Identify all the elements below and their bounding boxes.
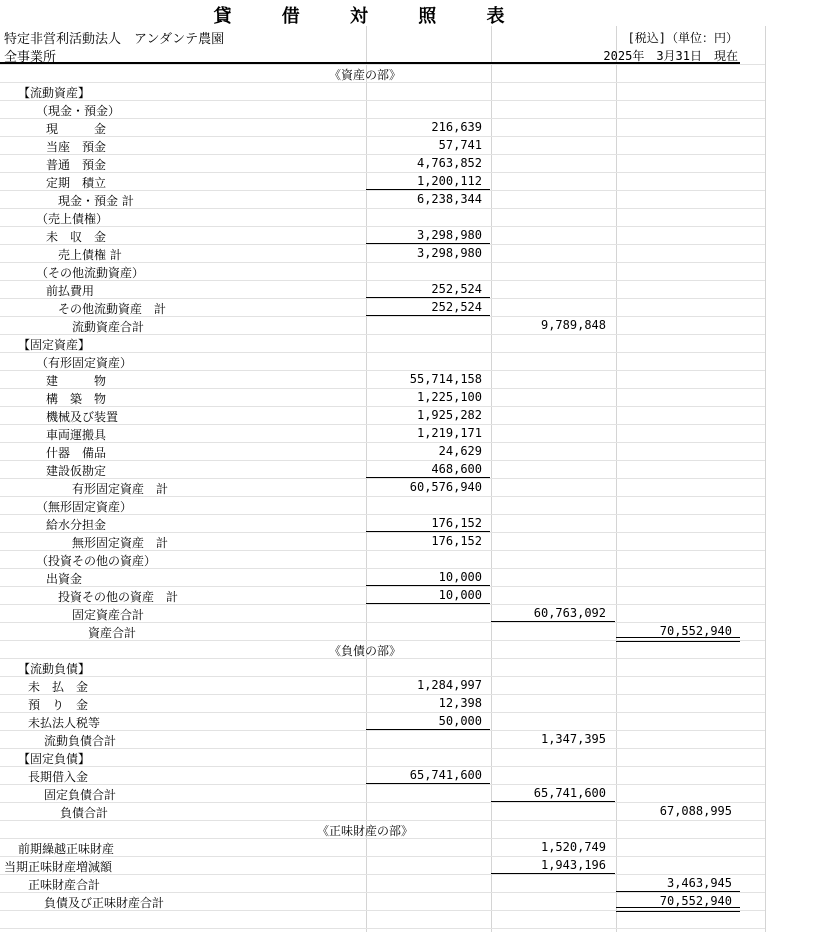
table-row (0, 334, 765, 352)
grid-row-line (0, 928, 765, 929)
account-label: 普通 預金 (46, 158, 107, 172)
section-title: 《正味財産の部》 (316, 824, 413, 838)
account-label: 投資その他の資産 計 (58, 590, 179, 604)
account-label: 預 り 金 (28, 698, 89, 712)
section-title: 《負債の部》 (328, 644, 401, 658)
table-row (0, 118, 765, 136)
total-double-underline (616, 907, 740, 912)
table-row (0, 100, 765, 118)
table-row (0, 136, 765, 154)
account-label: 【固定負債】 (18, 752, 91, 766)
table-row (0, 154, 765, 172)
section-title: 《資産の部》 (328, 68, 401, 82)
table-row (0, 82, 765, 100)
table-row (0, 190, 765, 208)
amount-c2: 252,524 (431, 300, 482, 314)
account-label: 未 収 金 (46, 230, 107, 244)
as-of-date: 2025年 3月31日 現在 (603, 49, 738, 63)
table-row (0, 838, 765, 856)
table-row (0, 280, 765, 298)
account-label: 【流動負債】 (18, 662, 91, 676)
amount-c2: 55,714,158 (409, 372, 482, 386)
amount-c2: 176,152 (431, 534, 482, 548)
table-row (0, 550, 765, 568)
amount-c2: 1,200,112 (416, 174, 482, 188)
table-row (0, 712, 765, 730)
amount-c2: 176,152 (431, 516, 482, 530)
amount-c2: 10,000 (438, 570, 482, 584)
account-label: 現 金 (46, 122, 107, 136)
grid-column-line (765, 26, 766, 932)
account-label: 前期繰越正味財産 (18, 842, 115, 856)
table-row (0, 352, 765, 370)
table-row (0, 568, 765, 586)
table-row (0, 802, 765, 820)
amount-c2: 10,000 (438, 588, 482, 602)
account-label: 出資金 (46, 572, 83, 586)
account-label: 無形固定資産 計 (72, 536, 169, 550)
account-label: 什器 備品 (46, 446, 107, 460)
table-row (0, 658, 765, 676)
section-header-row (0, 64, 765, 82)
amount-c3: 1,520,749 (540, 840, 606, 854)
amount-c2: 468,600 (431, 462, 482, 476)
account-label: 売上債権 計 (58, 248, 122, 262)
table-row (0, 766, 765, 784)
table-row (0, 478, 765, 496)
section-header-row (0, 640, 765, 658)
page-title: 貸 借 対 照 表 (213, 6, 527, 27)
table-row (0, 784, 765, 802)
account-label: （その他流動資産） (36, 266, 145, 280)
table-row (0, 856, 765, 874)
account-label: 構 築 物 (46, 392, 107, 406)
table-row (0, 316, 765, 334)
account-label: 【流動資産】 (18, 86, 91, 100)
table-row (0, 694, 765, 712)
amount-c2: 4,763,852 (416, 156, 482, 170)
account-label: その他流動資産 計 (58, 302, 167, 316)
amount-c2: 65,741,600 (409, 768, 482, 782)
account-label: （有形固定資産） (36, 356, 133, 370)
account-label: 当期正味財産増減額 (4, 860, 113, 874)
amount-c2: 3,298,980 (416, 246, 482, 260)
account-label: （売上債権） (36, 212, 109, 226)
table-row (0, 874, 765, 892)
account-label: 車両運搬具 (46, 428, 107, 442)
account-label: 固定資産合計 (72, 608, 145, 622)
account-label: 資産合計 (88, 626, 137, 640)
table-row (0, 730, 765, 748)
account-label: 長期借入金 (28, 770, 89, 784)
table-row (0, 676, 765, 694)
table-row (0, 514, 765, 532)
amount-c2: 1,225,100 (416, 390, 482, 404)
organization-name: 特定非営利活動法人 アンダンテ農園 (4, 32, 225, 47)
account-label: 固定負債合計 (44, 788, 117, 802)
amount-c2: 50,000 (438, 714, 482, 728)
amount-c2: 216,639 (431, 120, 482, 134)
account-label: 現金・預金 計 (58, 194, 134, 208)
table-row (0, 532, 765, 550)
table-row (0, 226, 765, 244)
account-label: 正味財産合計 (28, 878, 101, 892)
account-label: 流動資産合計 (72, 320, 145, 334)
account-label: 給水分担金 (46, 518, 107, 532)
account-label: （現金・預金） (36, 104, 121, 118)
amount-c3: 65,741,600 (533, 786, 606, 800)
amount-c2: 57,741 (438, 138, 482, 152)
table-row (0, 244, 765, 262)
amount-c4: 3,463,945 (666, 876, 732, 890)
amount-c4: 70,552,940 (659, 624, 732, 638)
amount-c4: 70,552,940 (659, 894, 732, 908)
account-label: 負債合計 (60, 806, 109, 820)
account-label: 建設仮勘定 (46, 464, 107, 478)
table-row (0, 442, 765, 460)
table-row (0, 622, 765, 640)
account-label: 流動負債合計 (44, 734, 117, 748)
table-row (0, 586, 765, 604)
amount-c3: 1,347,395 (540, 732, 606, 746)
table-row (0, 604, 765, 622)
section-header-row (0, 820, 765, 838)
amount-c2: 60,576,940 (409, 480, 482, 494)
amount-c2: 3,298,980 (416, 228, 482, 242)
amount-c2: 1,925,282 (416, 408, 482, 422)
table-row (0, 388, 765, 406)
table-row (0, 370, 765, 388)
account-label: 前払費用 (46, 284, 95, 298)
account-label: 定期 積立 (46, 176, 107, 190)
account-label: 有形固定資産 計 (72, 482, 169, 496)
table-row (0, 208, 765, 226)
account-label: 当座 預金 (46, 140, 107, 154)
table-row (0, 424, 765, 442)
table-row (0, 172, 765, 190)
division-name: 全事業所 (4, 50, 57, 65)
tax-unit-note: [税込]（単位：円） (627, 31, 738, 45)
account-label: 【固定資産】 (18, 338, 91, 352)
amount-c3: 1,943,196 (540, 858, 606, 872)
amount-c2: 12,398 (438, 696, 482, 710)
amount-c3: 9,789,848 (540, 318, 606, 332)
table-row (0, 460, 765, 478)
account-label: 未払法人税等 (28, 716, 101, 730)
amount-c2: 24,629 (438, 444, 482, 458)
amount-c4: 67,088,995 (659, 804, 732, 818)
table-row (0, 748, 765, 766)
account-label: 負債及び正味財産合計 (44, 896, 165, 910)
account-label: （無形固定資産） (36, 500, 133, 514)
account-label: （投資その他の資産） (36, 554, 157, 568)
table-row (0, 406, 765, 424)
amount-c2: 1,219,171 (416, 426, 482, 440)
table-row (0, 892, 765, 910)
table-row (0, 298, 765, 316)
account-label: 建 物 (46, 374, 107, 388)
amount-c3: 60,763,092 (533, 606, 606, 620)
table-row (0, 262, 765, 280)
account-label: 未 払 金 (28, 680, 89, 694)
amount-c2: 6,238,344 (416, 192, 482, 206)
table-row (0, 496, 765, 514)
amount-c2: 252,524 (431, 282, 482, 296)
amount-c2: 1,284,997 (416, 678, 482, 692)
account-label: 機械及び装置 (46, 410, 119, 424)
